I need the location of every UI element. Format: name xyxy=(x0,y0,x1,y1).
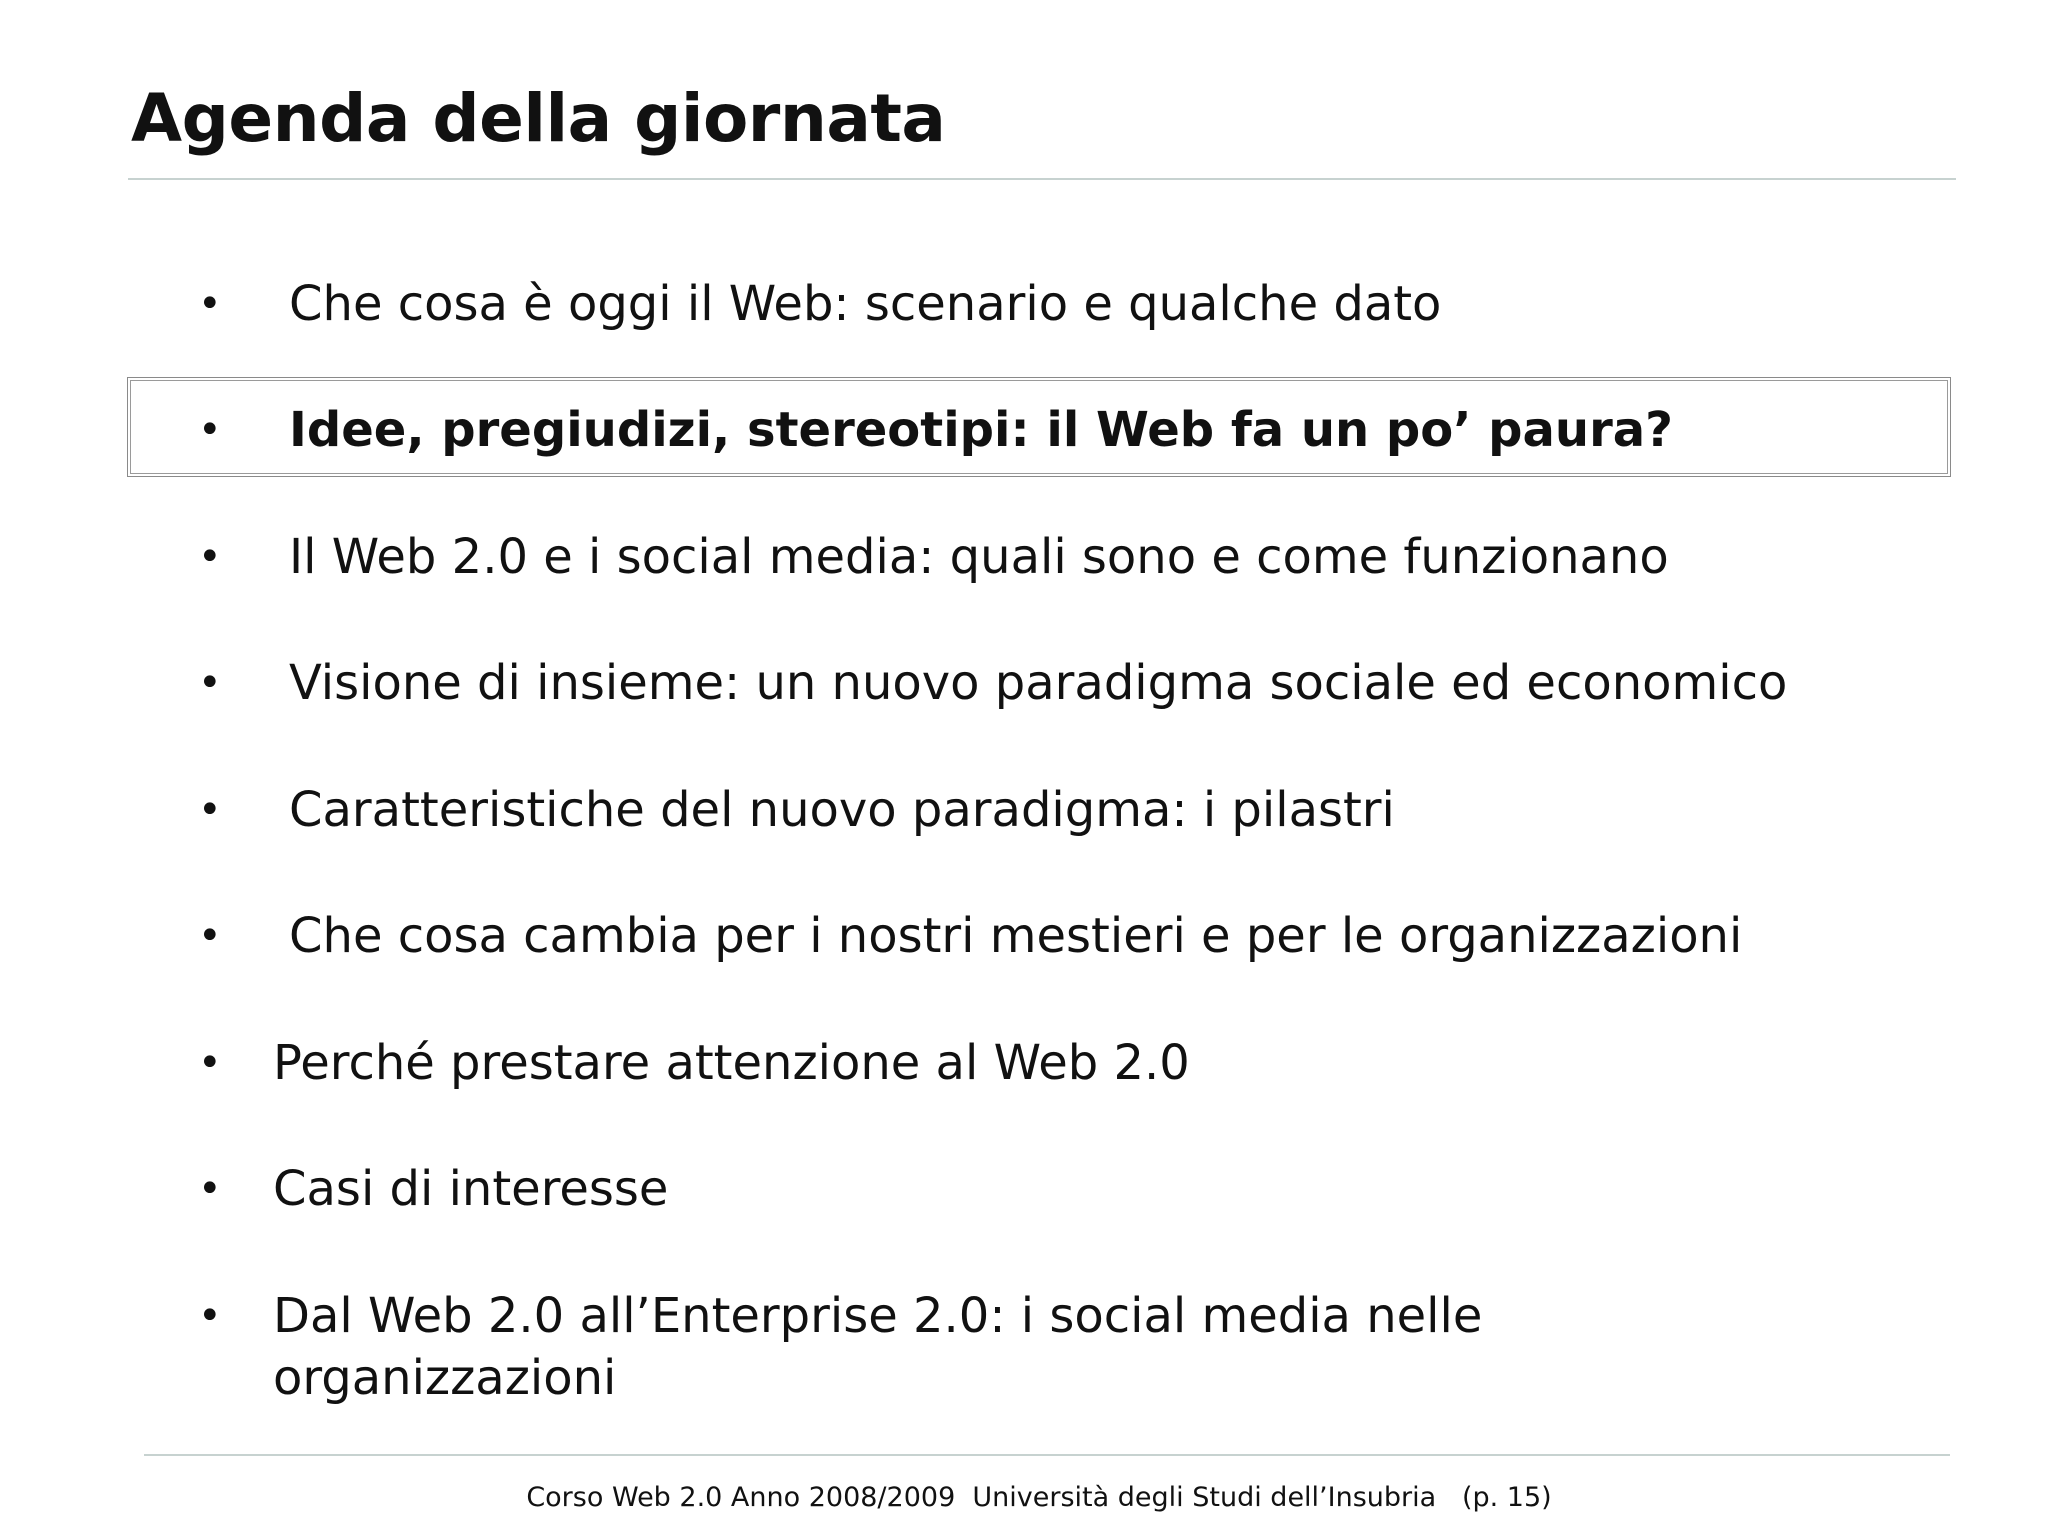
footer-page-number: (p. 15) xyxy=(1461,1482,1552,1513)
footer-course: Corso Web 2.0 Anno 2008/2009 xyxy=(526,1482,956,1513)
agenda-item-text: Che cosa è oggi il Web: scenario e qualche dato xyxy=(289,276,1442,332)
agenda-item-text: Casi di interesse xyxy=(273,1161,669,1217)
bullet-icon: • xyxy=(198,534,222,580)
agenda-item-text: Caratteristiche del nuovo paradigma: i pilastri xyxy=(289,782,1395,838)
agenda-item-text: Idee, pregiudizi, stereotipi: il Web fa un po’ paura? xyxy=(289,402,1674,458)
agenda-item-text: Dal Web 2.0 all’Enterprise 2.0: i social media nelle organizzazioni xyxy=(273,1288,1483,1406)
agenda-item-text: Che cosa cambia per i nostri mestieri e per le organizzazioni xyxy=(289,908,1743,964)
agenda-item-text: Il Web 2.0 e i social media: quali sono e come funzionano xyxy=(289,529,1669,585)
slide-footer xyxy=(0,1478,2048,1518)
bullet-icon: • xyxy=(198,1040,222,1086)
bullet-icon: • xyxy=(198,281,222,327)
bullet-icon: • xyxy=(198,407,222,453)
footer-university: Università degli Studi dell’Insubria xyxy=(972,1482,1437,1513)
bullet-icon: • xyxy=(198,1293,222,1339)
bullet-icon: • xyxy=(198,1166,222,1212)
slide-title: Agenda della giornata xyxy=(131,80,946,157)
agenda-item-text: Perché prestare attenzione al Web 2.0 xyxy=(273,1035,1190,1091)
footer-divider xyxy=(144,1454,1950,1456)
agenda-item-text: Visione di insieme: un nuovo paradigma sociale ed economico xyxy=(289,655,1788,711)
bullet-icon: • xyxy=(198,913,222,959)
title-divider xyxy=(128,178,1956,180)
bullet-icon: • xyxy=(198,787,222,833)
bullet-icon: • xyxy=(198,660,222,706)
